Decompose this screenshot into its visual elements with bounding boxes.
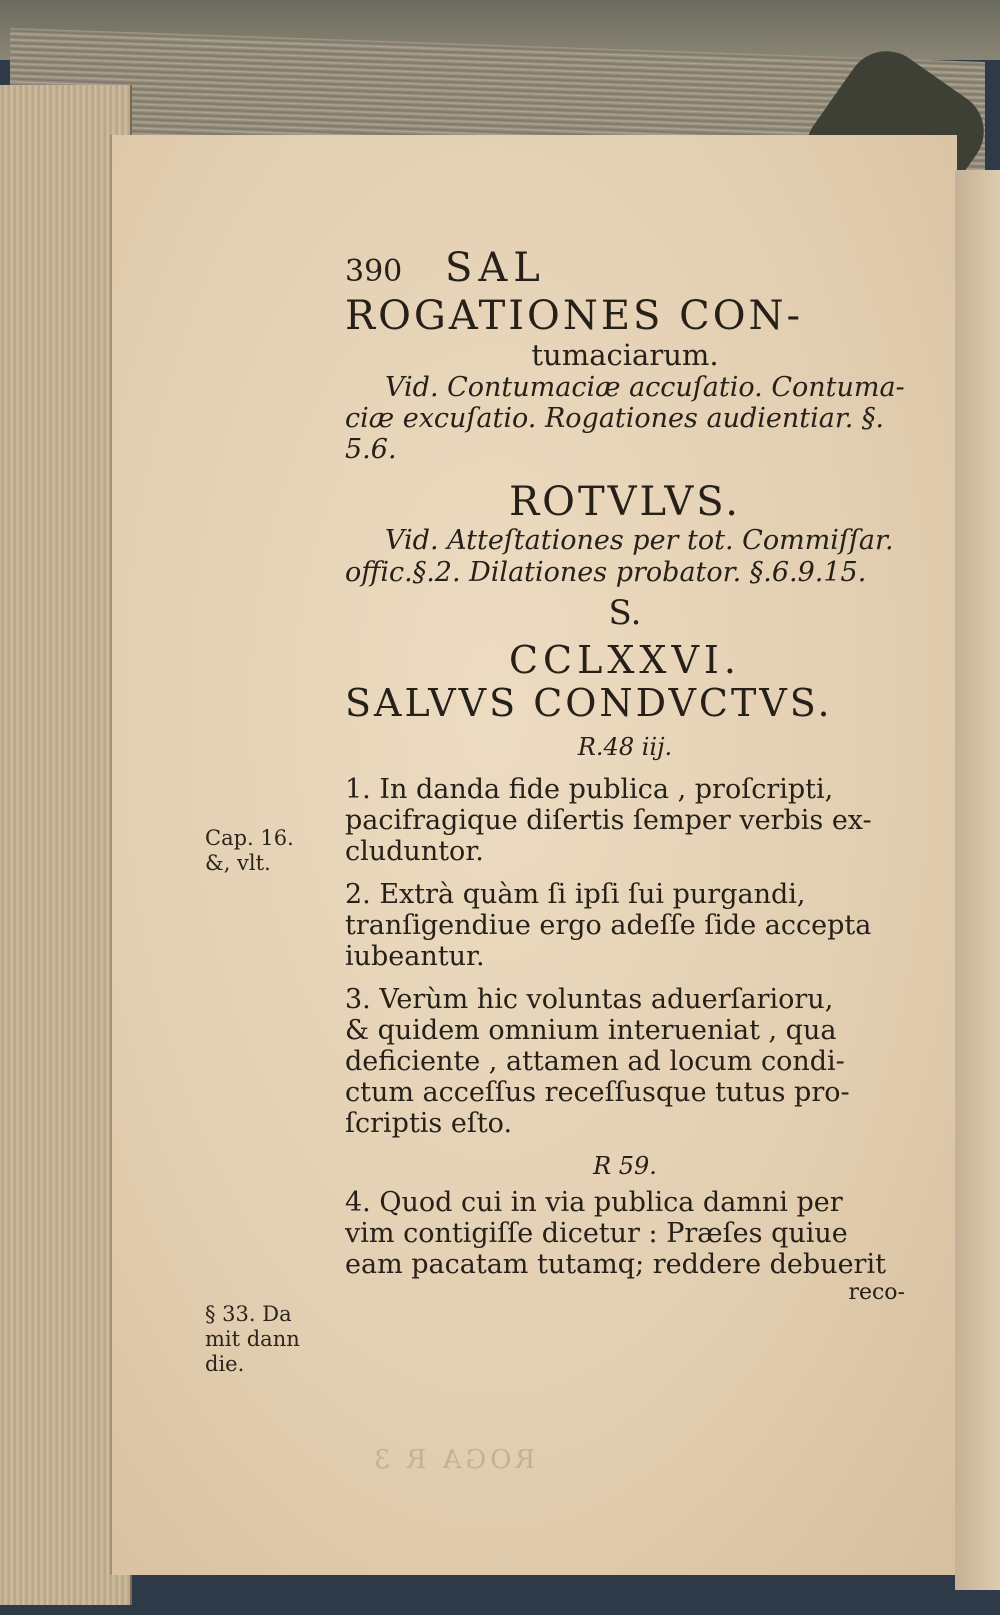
paragraph-line: iubeantur. [345,940,485,972]
page-header [345,245,905,291]
paragraph-line: tranſigendiue ergo adeſſe ſide accepta [345,909,872,941]
entry-body-line: 5.6. [345,434,397,466]
paragraph-line: cluduntor. [345,835,484,867]
entry-body-line: Vid. Contumaciæ accuſatio. Contuma- [385,372,905,404]
paragraph-line: & quidem omnium interueniat , qua [345,1014,837,1046]
paragraph-line: eam pacatam tutamq; reddere debuerit [345,1248,886,1280]
page-number: 390 [345,254,403,289]
catchword: reco- [848,1279,905,1305]
paragraph-line: pacifragique diſertis ſemper verbis ex- [345,804,872,836]
margin-note-2 [205,1302,300,1378]
entry-rotulus [345,479,905,587]
letter-heading: S. [608,592,642,633]
entry-rogationes [345,293,905,465]
section-title: SALVVS CONDVCTVS. [345,681,833,726]
margin-note-line: mit dann [205,1327,300,1352]
paragraph-line: ctum acceſſus receſſusque tutus pro- [345,1077,850,1109]
margin-note-line: die. [205,1352,245,1377]
reference: R 59. [593,1152,657,1181]
paragraph-line: 2. Extrà quàm ſi ipſi ſui purgandi, [345,878,806,910]
paragraph-3 [345,984,905,1139]
page-text [345,245,905,1305]
entry-title: ROTVLVS. [509,479,741,526]
reference: R.48 iij. [577,733,673,762]
entry-body-line: Vid. Atteſtationes per tot. Commiſſar. [385,525,894,557]
running-head: SAL [445,245,546,291]
margin-note-line: § 33. Da [205,1302,292,1326]
paragraph-line: 1. In danda fide publica , proſcripti, [345,773,834,805]
paragraph-line: vim contigiſſe dicetur : Præſes quiue [345,1217,848,1249]
paragraph-1 [345,774,905,867]
facing-page-edge [955,170,1000,1590]
margin-note-line: Cap. 16. [205,826,294,850]
paragraph-4 [345,1187,905,1280]
paragraph-line: deficiente , attamen ad locum condi- [345,1046,845,1078]
paragraph-line: 4. Quod cui in via publica damni per [345,1186,843,1218]
paragraph-line: ſcriptis eſto. [345,1108,513,1140]
entry-title: ROGATIONES CON- [345,293,804,339]
show-through-text: ROGA R 3 [370,1445,536,1475]
entry-body-line: ciæ excuſatio. Rogationes audientiar. §. [345,403,885,435]
margin-note-line: &, vlt. [205,851,271,876]
entry-title-continued: tumaciarum. [531,338,719,372]
paragraph-2 [345,879,905,972]
section-number: CCLXXVI. [508,637,742,682]
entry-body-line: offic.§.2. Dilationes probator. §.6.9.15. [345,556,867,588]
paragraph-line: 3. Verùm hic voluntas aduerſarioru, [345,983,834,1015]
margin-note-1 [205,826,294,876]
